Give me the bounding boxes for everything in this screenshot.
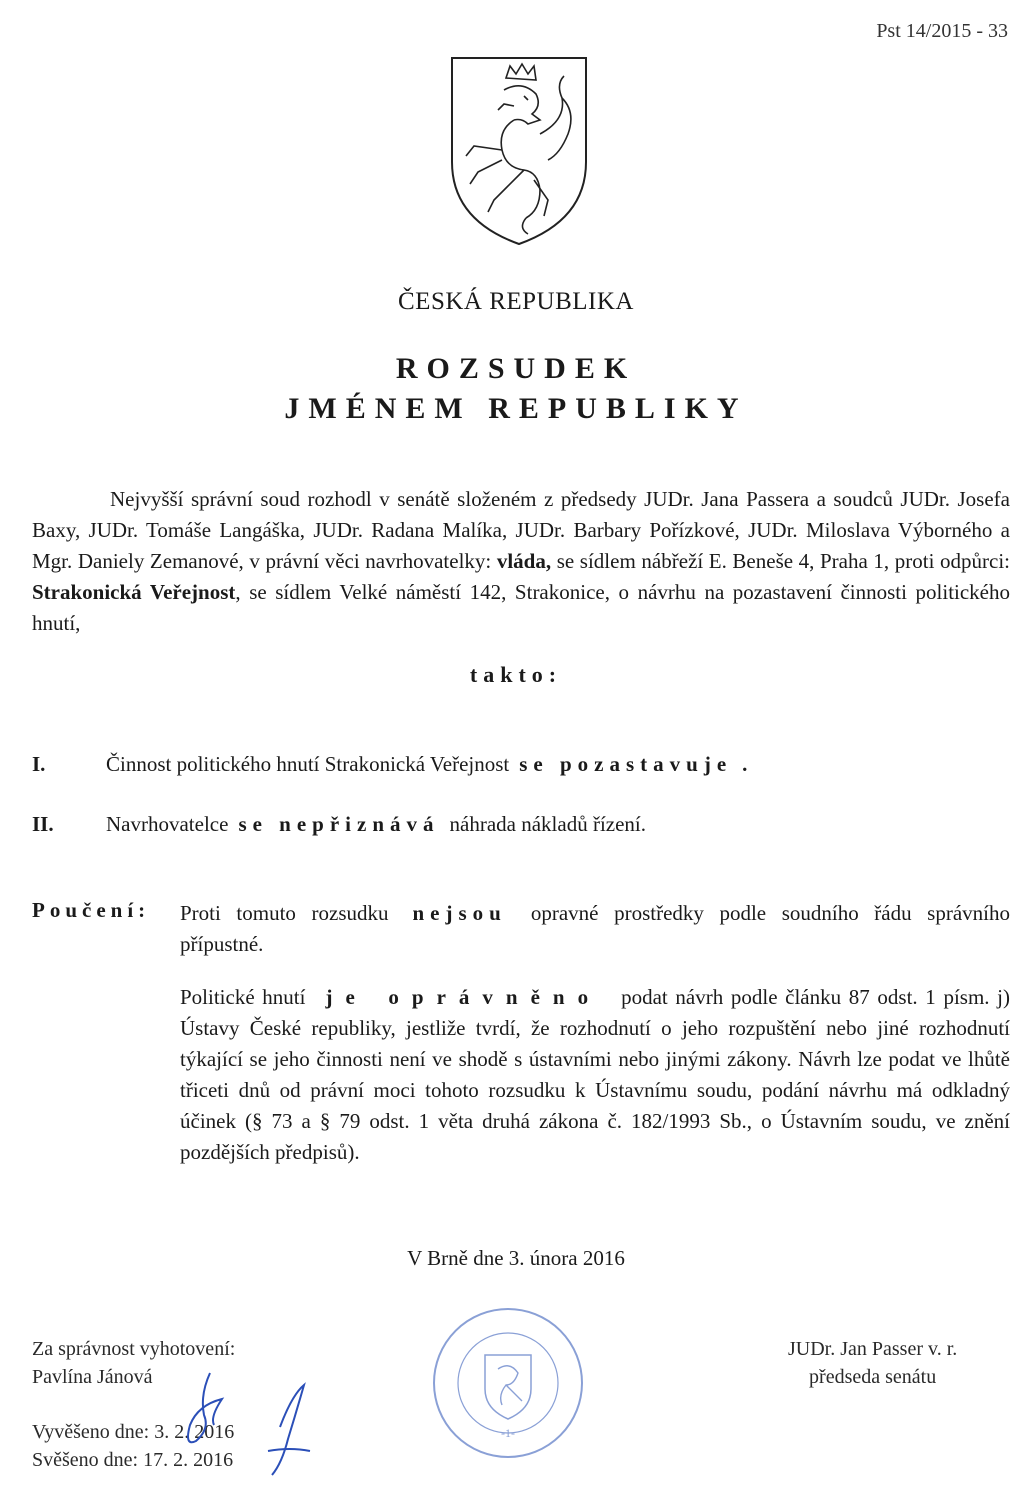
court-stamp-icon [430, 1305, 586, 1461]
verdict-number-2: II. [32, 812, 54, 836]
judge-role: předseda senátu [809, 1366, 937, 1388]
verdict-item-1 [106, 752, 753, 777]
removed-date: Svěšeno dne: 17. 2. 2016 [32, 1449, 234, 1471]
instruction-emphasis: nejsou [412, 901, 507, 925]
judge-signature-block [788, 1335, 957, 1391]
document-title: ROZSUDEK [395, 352, 637, 385]
petitioner-name: vláda, [496, 549, 552, 573]
instruction-paragraph-1 [180, 898, 1010, 960]
instruction-text: podat návrh podle článku 87 odst. 1 písm. j) Ústavy České republiky, jestliže tvrdí, že rozhodnutí o jeho rozpuštění nebo jiné rozhodnutí týkající se jeho činnosti není ve shodě s ústavními nebo jinými zákony. Návrh lze podat ve lhůtě třiceti dnů od právní moci tohoto rozsudku k Ústavnímu soudu, podání návrhu má odkladný účinek (§ 73 a § 79 odst. 1 věta druhá zákona č. 182/1993 Sb., o Ústavním soudu, ve znění pozdějších předpisů). [180, 985, 1010, 1164]
intro-text-1: Nejvyšší správní soud rozhodl v senátě složeném z předsedy JUDr. Jana Passera a soudců JUDr. Josefa Baxy, JUDr. Tomáše Langáška, JUDr. Radana Malíka, JUDr. Barbary Pořízkové, JUDr. Miloslava Výborného a Mgr. Daniely Zemanové, v právní věci navrhovatelky: [32, 487, 1010, 573]
document-subtitle: JMÉNEM REPUBLIKY [284, 392, 748, 425]
verdict-number-1: I. [32, 752, 46, 776]
intro-text-3: , se sídlem Velké náměstí 142, Strakonice, o návrhu na pozastavení činnosti politického hnutí, [32, 580, 1010, 635]
verdict-end: náhrada nákladů řízení. [449, 812, 647, 836]
verdict-end: . [742, 752, 754, 776]
verdict-emphasis: se nepřiznává [238, 812, 440, 836]
certifier-name: Pavlína Jánová [32, 1366, 153, 1388]
takto-heading: takto: [469, 662, 563, 687]
intro-text-2: se sídlem nábřeží E. Beneše 4, Praha 1, proti odpůrci: [551, 549, 1010, 573]
case-reference: Pst 14/2015 - 33 [876, 20, 1008, 42]
country-heading: ČESKÁ REPUBLIKA [398, 288, 634, 315]
verdict-item-2 [106, 812, 646, 837]
judge-name: JUDr. Jan Passer v. r. [788, 1338, 958, 1360]
intro-paragraph [32, 484, 1010, 639]
verdict-text: Činnost politického hnutí Strakonická Veřejnost [106, 752, 510, 776]
posted-date: Vyvěšeno dne: 3. 2. 2016 [32, 1421, 235, 1443]
respondent-name: Strakonická Veřejnost [32, 580, 236, 604]
instruction-emphasis: je oprávněno [325, 985, 602, 1009]
instruction-text: Proti tomuto rozsudku [180, 901, 389, 925]
verdict-text: Navrhovatelce [106, 812, 229, 836]
czech-lion-coat-of-arms-icon [444, 50, 594, 250]
certification-label: Za správnost vyhotovení: [32, 1338, 236, 1360]
handwritten-signature [170, 1355, 340, 1485]
instruction-label: Poučení: [32, 898, 151, 922]
instruction-text: Politické hnutí [180, 985, 306, 1009]
stamp-number: -1- [501, 1426, 515, 1440]
date-place: V Brně dne 3. února 2016 [407, 1246, 625, 1270]
verdict-emphasis: se pozastavuje [519, 752, 733, 776]
instruction-text: opravné prostředky podle soudního řádu správního přípustné. [180, 901, 1010, 956]
instruction-paragraph-2 [180, 982, 1010, 1168]
